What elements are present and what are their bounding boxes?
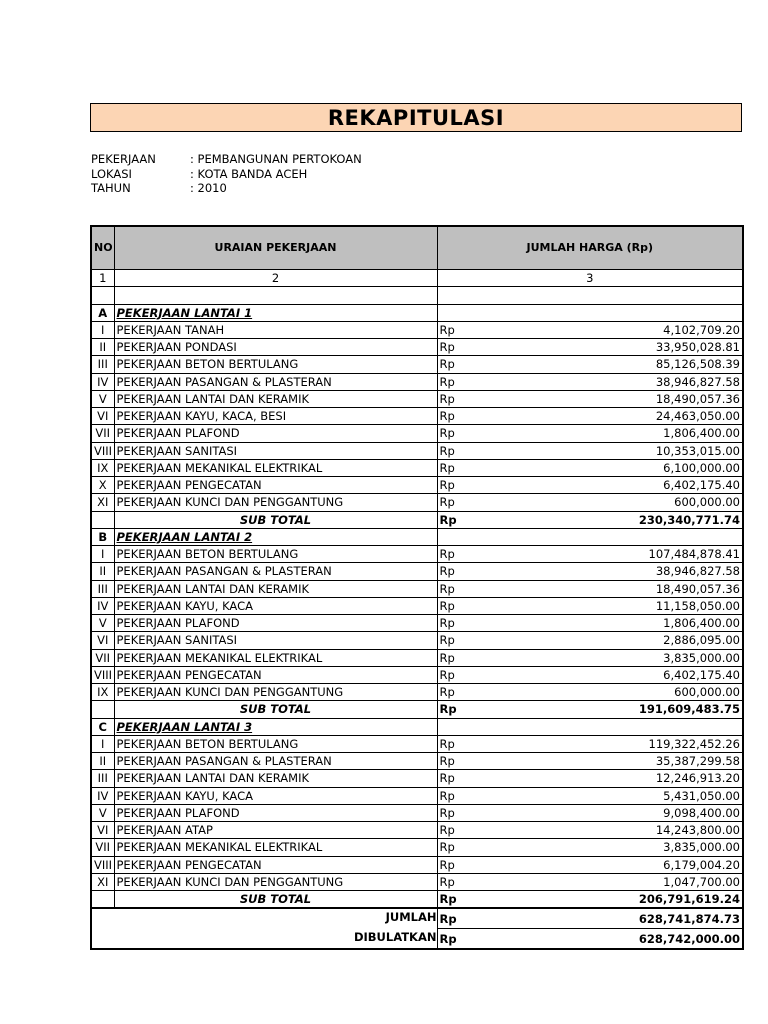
item-currency: Rp (437, 390, 485, 407)
header-no: NO (91, 226, 114, 270)
spacer-row (91, 287, 743, 304)
info-row-pekerjaan (91, 152, 362, 167)
table-row (91, 580, 743, 597)
item-amount: 1,047,700.00 (485, 873, 743, 890)
item-amount: 119,322,452.26 (485, 735, 743, 752)
table-row (91, 425, 743, 442)
item-no: V (91, 615, 114, 632)
item-amount: 3,835,000.00 (485, 839, 743, 856)
item-amount: 5,431,050.00 (485, 787, 743, 804)
table-header-row (91, 226, 743, 270)
item-no: V (91, 390, 114, 407)
section-title-cell (114, 304, 437, 321)
section-title: PEKERJAAN LANTAI 2 (116, 529, 253, 544)
item-amount: 24,463,050.00 (485, 408, 743, 425)
subtotal-currency: Rp (437, 701, 485, 718)
empty-cell (437, 718, 743, 735)
item-amount: 3,835,000.00 (485, 649, 743, 666)
item-no: IV (91, 597, 114, 614)
item-description: PEKERJAAN PLAFOND (114, 804, 437, 821)
item-description: PEKERJAAN BETON BERTULANG (114, 735, 437, 752)
table-row (91, 649, 743, 666)
item-description: PEKERJAAN SANITASI (114, 632, 437, 649)
item-no: II (91, 563, 114, 580)
subtotal-label: SUB TOTAL (114, 891, 437, 909)
item-no: VIII (91, 442, 114, 459)
item-no: III (91, 580, 114, 597)
table-row (91, 339, 743, 356)
jumlah-amount: 628,741,874.73 (485, 908, 743, 929)
item-amount: 14,243,800.00 (485, 822, 743, 839)
item-description: PEKERJAAN PENGECATAN (114, 666, 437, 683)
table-row (91, 839, 743, 856)
item-no: XI (91, 873, 114, 890)
item-currency: Rp (437, 442, 485, 459)
info-value: : PEMBANGUNAN PERTOKOAN (190, 152, 362, 166)
item-no: X (91, 477, 114, 494)
table-row (91, 459, 743, 476)
item-no: I (91, 546, 114, 563)
item-currency: Rp (437, 356, 485, 373)
item-amount: 85,126,508.39 (485, 356, 743, 373)
empty-cell (91, 701, 114, 718)
info-label: PEKERJAAN (91, 152, 156, 166)
item-description: PEKERJAAN LANTAI DAN KERAMIK (114, 770, 437, 787)
col-number: 3 (437, 270, 743, 287)
item-description: PEKERJAAN BETON BERTULANG (114, 546, 437, 563)
item-description: PEKERJAAN MEKANIKAL ELEKTRIKAL (114, 839, 437, 856)
section-header-row (91, 304, 743, 321)
item-currency: Rp (437, 321, 485, 338)
table-row (91, 770, 743, 787)
item-no: IX (91, 459, 114, 476)
empty-cell (437, 304, 743, 321)
table-row (91, 632, 743, 649)
subtotal-currency: Rp (437, 891, 485, 909)
item-currency: Rp (437, 615, 485, 632)
item-no: I (91, 735, 114, 752)
section-title: PEKERJAAN LANTAI 3 (116, 719, 253, 734)
info-row-tahun (91, 181, 362, 196)
item-no: V (91, 804, 114, 821)
item-amount: 6,100,000.00 (485, 459, 743, 476)
table-row (91, 408, 743, 425)
project-info (91, 152, 362, 196)
item-no: III (91, 770, 114, 787)
subtotal-row (91, 511, 743, 528)
item-no: VI (91, 632, 114, 649)
item-description: PEKERJAAN PASANGAN & PLASTERAN (114, 753, 437, 770)
subtotal-amount: 191,609,483.75 (485, 701, 743, 718)
item-currency: Rp (437, 856, 485, 873)
col-number: 2 (114, 270, 437, 287)
item-currency: Rp (437, 339, 485, 356)
item-amount: 33,950,028.81 (485, 339, 743, 356)
total-row (91, 908, 743, 929)
item-no: VII (91, 425, 114, 442)
table-row (91, 822, 743, 839)
section-title: PEKERJAAN LANTAI 1 (116, 305, 253, 320)
item-currency: Rp (437, 684, 485, 701)
table-row (91, 873, 743, 890)
item-description: PEKERJAAN PASANGAN & PLASTERAN (114, 373, 437, 390)
item-description: PEKERJAAN MEKANIKAL ELEKTRIKAL (114, 649, 437, 666)
subtotal-row (91, 701, 743, 718)
item-currency: Rp (437, 770, 485, 787)
jumlah-currency: Rp (437, 908, 485, 929)
page-title: REKAPITULASI (90, 103, 742, 132)
subtotal-currency: Rp (437, 511, 485, 528)
item-amount: 18,490,057.36 (485, 580, 743, 597)
item-currency: Rp (437, 804, 485, 821)
section-code: B (91, 528, 114, 545)
item-no: VIII (91, 856, 114, 873)
table-row (91, 804, 743, 821)
item-currency: Rp (437, 822, 485, 839)
item-description: PEKERJAAN KAYU, KACA (114, 597, 437, 614)
item-currency: Rp (437, 787, 485, 804)
item-description: PEKERJAAN PENGECATAN (114, 856, 437, 873)
section-header-row (91, 528, 743, 545)
item-no: IX (91, 684, 114, 701)
table-row (91, 684, 743, 701)
table-row (91, 373, 743, 390)
item-currency: Rp (437, 580, 485, 597)
subtotal-row (91, 891, 743, 909)
item-no: III (91, 356, 114, 373)
item-amount: 4,102,709.20 (485, 321, 743, 338)
subtotal-amount: 230,340,771.74 (485, 511, 743, 528)
col-number: 1 (91, 270, 114, 287)
item-currency: Rp (437, 649, 485, 666)
item-description: PEKERJAAN MEKANIKAL ELEKTRIKAL (114, 459, 437, 476)
item-currency: Rp (437, 546, 485, 563)
item-amount: 107,484,878.41 (485, 546, 743, 563)
item-amount: 18,490,057.36 (485, 390, 743, 407)
info-value: : KOTA BANDA ACEH (190, 166, 308, 181)
info-label: LOKASI (91, 166, 132, 181)
item-currency: Rp (437, 632, 485, 649)
table-row (91, 494, 743, 511)
item-description: PEKERJAAN KUNCI DAN PENGGANTUNG (114, 684, 437, 701)
item-currency: Rp (437, 494, 485, 511)
table-row (91, 666, 743, 683)
item-currency: Rp (437, 563, 485, 580)
item-description: PEKERJAAN KUNCI DAN PENGGANTUNG (114, 494, 437, 511)
recap-table (90, 225, 744, 950)
table-row (91, 615, 743, 632)
item-amount: 10,353,015.00 (485, 442, 743, 459)
dibulatkan-amount: 628,742,000.00 (638, 931, 740, 946)
section-code: A (91, 304, 114, 321)
item-amount: 11,158,050.00 (485, 597, 743, 614)
item-description: PEKERJAAN LANTAI DAN KERAMIK (114, 580, 437, 597)
empty-cell (437, 528, 743, 545)
item-no: VII (91, 839, 114, 856)
item-no: XI (91, 494, 114, 511)
item-amount: 35,387,299.58 (485, 753, 743, 770)
item-no: I (91, 321, 114, 338)
item-amount: 2,886,095.00 (485, 632, 743, 649)
item-no: VII (91, 649, 114, 666)
info-row-lokasi (91, 167, 362, 182)
item-amount: 38,946,827.58 (485, 373, 743, 390)
rounded-total-row (91, 929, 743, 950)
item-amount: 6,179,004.20 (485, 856, 743, 873)
item-currency: Rp (437, 839, 485, 856)
subtotal-amount: 206,791,619.24 (485, 891, 743, 909)
item-no: II (91, 753, 114, 770)
item-description: PEKERJAAN KAYU, KACA (114, 787, 437, 804)
table-row (91, 442, 743, 459)
item-currency: Rp (437, 666, 485, 683)
column-number-row (91, 270, 743, 287)
item-currency: Rp (437, 735, 485, 752)
item-no: II (91, 339, 114, 356)
item-currency: Rp (437, 753, 485, 770)
section-title-cell (114, 718, 437, 735)
item-amount: 600,000.00 (485, 494, 743, 511)
info-label: TAHUN (91, 181, 131, 195)
item-amount: 6,402,175.40 (485, 666, 743, 683)
table-row (91, 735, 743, 752)
item-currency: Rp (437, 373, 485, 390)
item-amount: 600,000.00 (485, 684, 743, 701)
header-uraian: URAIAN PEKERJAAN (114, 226, 437, 270)
subtotal-label: SUB TOTAL (114, 701, 437, 718)
item-description: PEKERJAAN KUNCI DAN PENGGANTUNG (114, 873, 437, 890)
table-row (91, 856, 743, 873)
jumlah-label: JUMLAH (91, 908, 437, 929)
item-no: VI (91, 822, 114, 839)
item-currency: Rp (437, 459, 485, 476)
item-description: PEKERJAAN PLAFOND (114, 425, 437, 442)
table-row (91, 477, 743, 494)
item-currency: Rp (437, 408, 485, 425)
item-description: PEKERJAAN PENGECATAN (114, 477, 437, 494)
item-description: PEKERJAAN PASANGAN & PLASTERAN (114, 563, 437, 580)
empty-cell (91, 511, 114, 528)
item-amount: 6,402,175.40 (485, 477, 743, 494)
section-title-cell (114, 528, 437, 545)
item-description: PEKERJAAN PLAFOND (114, 615, 437, 632)
section-code: C (91, 718, 114, 735)
item-description: PEKERJAAN ATAP (114, 822, 437, 839)
item-amount: 38,946,827.58 (485, 563, 743, 580)
item-description: PEKERJAAN BETON BERTULANG (114, 356, 437, 373)
item-currency: Rp (437, 425, 485, 442)
item-currency: Rp (437, 597, 485, 614)
subtotal-label: SUB TOTAL (114, 511, 437, 528)
item-description: PEKERJAAN TANAH (114, 321, 437, 338)
item-no: IV (91, 787, 114, 804)
item-amount: 1,806,400.00 (485, 615, 743, 632)
item-description: PEKERJAAN LANTAI DAN KERAMIK (114, 390, 437, 407)
table-row (91, 546, 743, 563)
section-header-row (91, 718, 743, 735)
item-no: VIII (91, 666, 114, 683)
empty-cell (91, 891, 114, 909)
item-amount: 12,246,913.20 (485, 770, 743, 787)
table-row (91, 787, 743, 804)
info-value: : 2010 (190, 181, 227, 195)
table-row (91, 753, 743, 770)
header-jumlah: JUMLAH HARGA (Rp) (437, 226, 743, 270)
table-row (91, 390, 743, 407)
item-description: PEKERJAAN KAYU, KACA, BESI (114, 408, 437, 425)
item-currency: Rp (437, 477, 485, 494)
dibulatkan-currency: Rp (437, 929, 485, 950)
table-row (91, 321, 743, 338)
item-no: IV (91, 373, 114, 390)
item-currency: Rp (437, 873, 485, 890)
item-amount: 1,806,400.00 (485, 425, 743, 442)
table-row (91, 597, 743, 614)
dibulatkan-label: DIBULATKAN (91, 929, 437, 950)
item-description: PEKERJAAN SANITASI (114, 442, 437, 459)
item-description: PEKERJAAN PONDASI (114, 339, 437, 356)
item-amount: 9,098,400.00 (485, 804, 743, 821)
item-no: VI (91, 408, 114, 425)
table-row (91, 356, 743, 373)
table-row (91, 563, 743, 580)
